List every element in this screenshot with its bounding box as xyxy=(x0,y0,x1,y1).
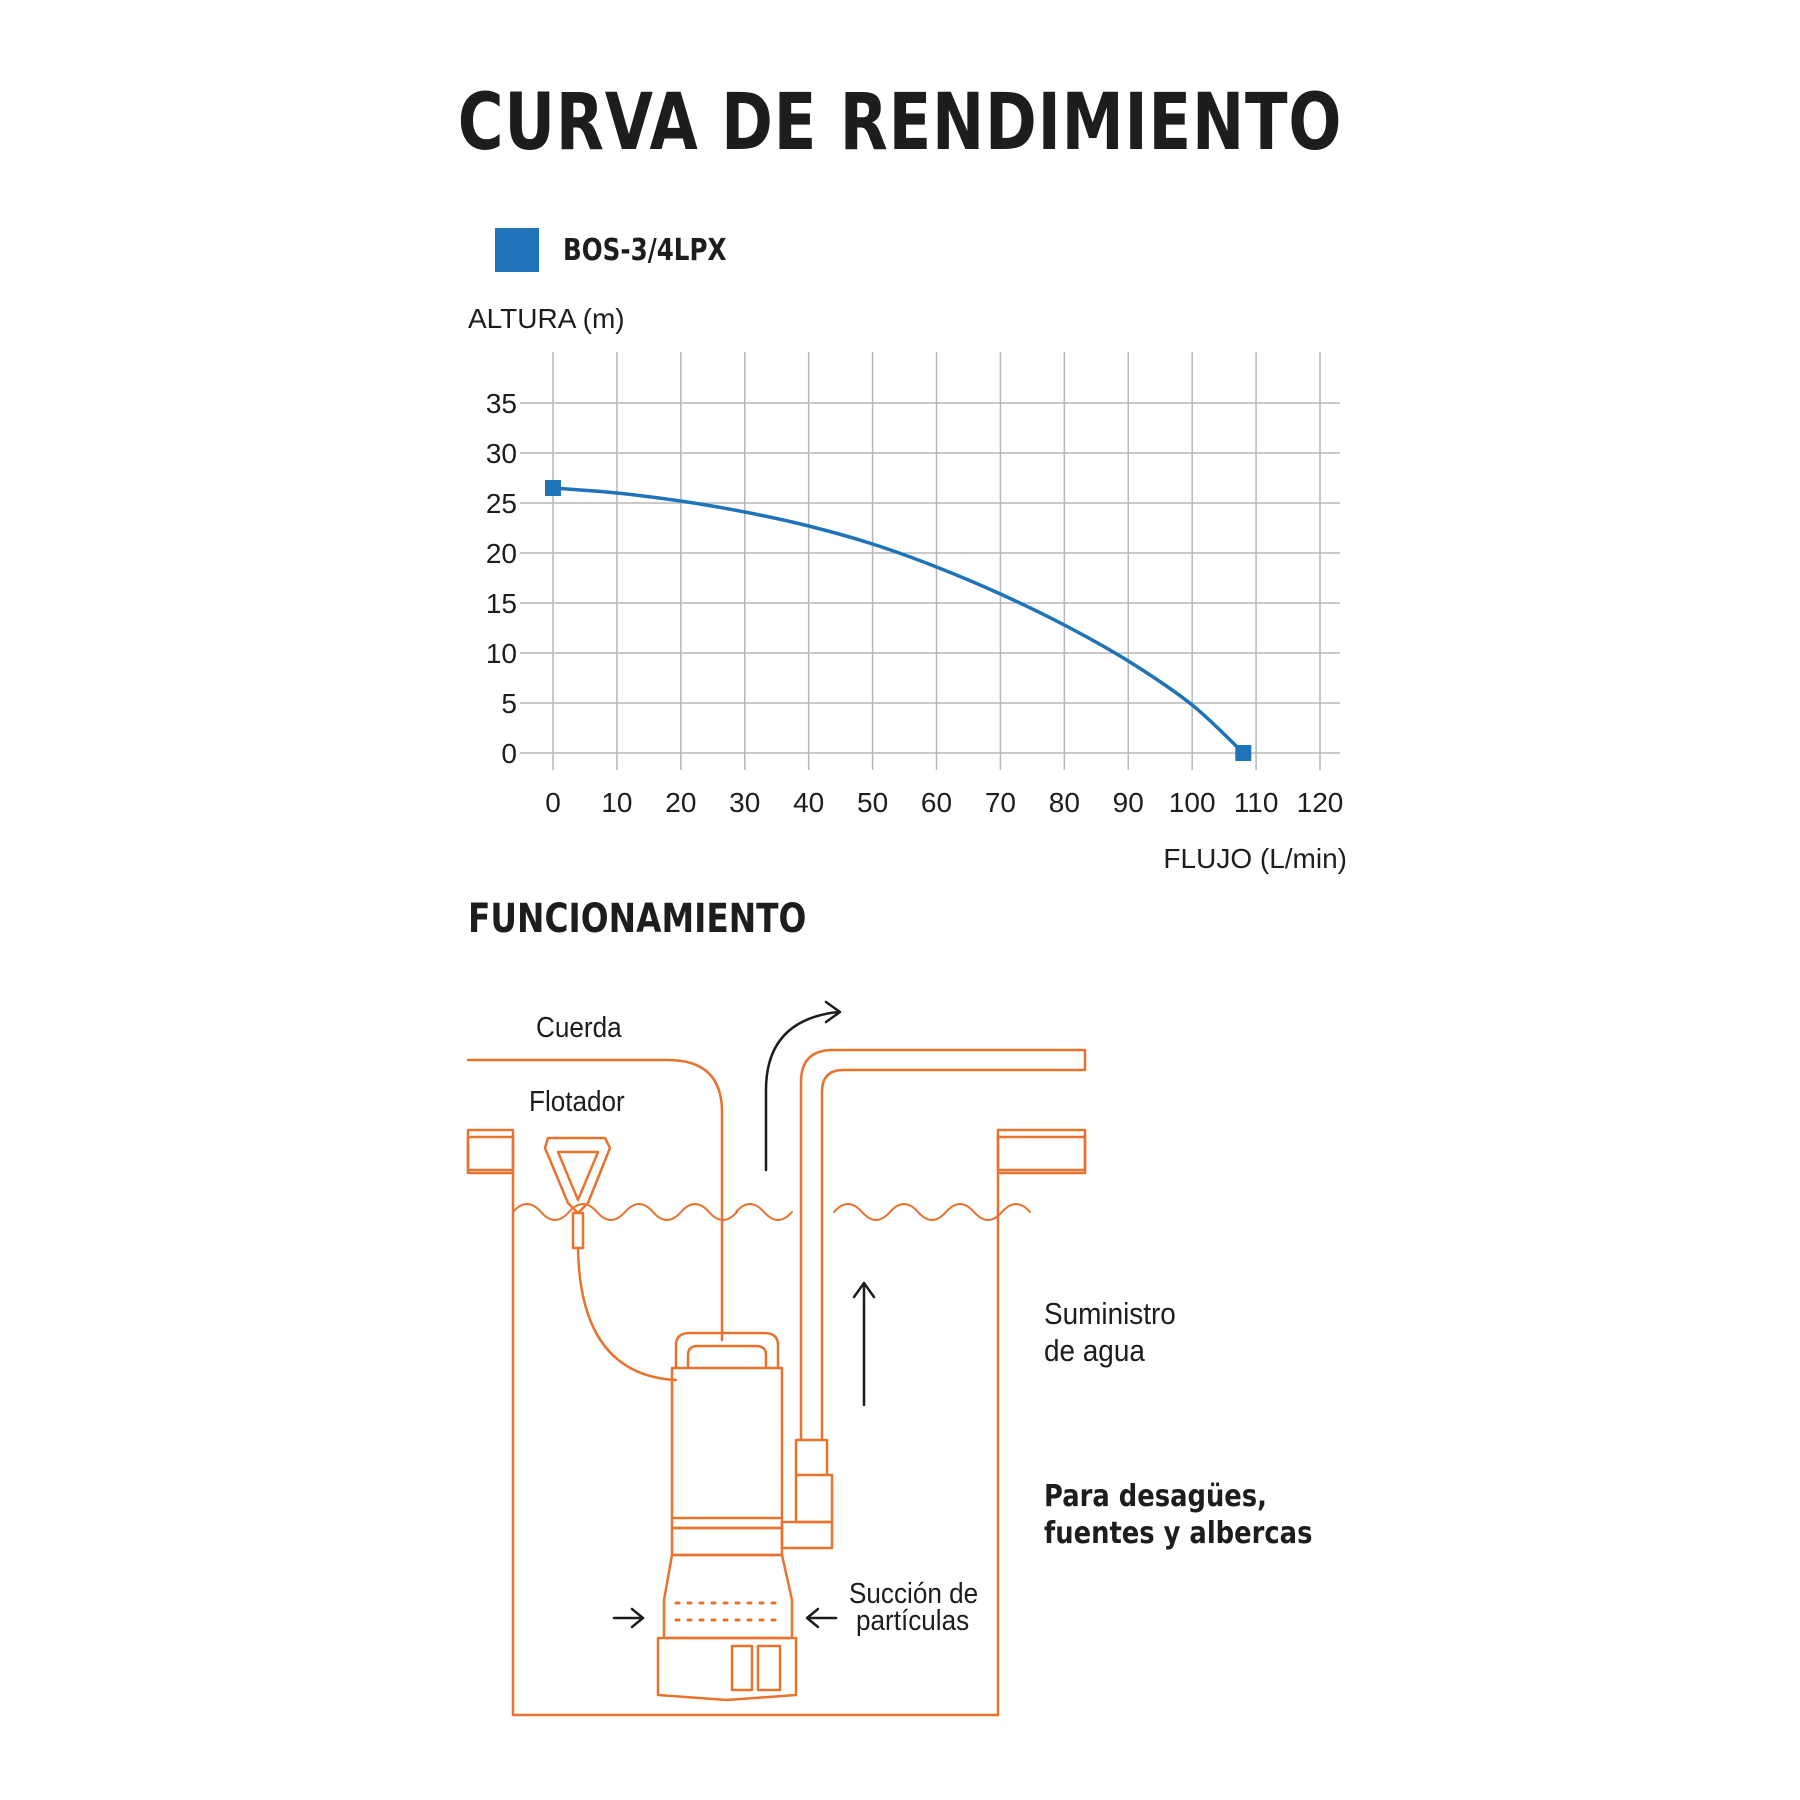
x-tick-label: 110 xyxy=(1233,787,1279,818)
y-axis-title: ALTURA (m) xyxy=(468,303,625,334)
y-tick-label: 5 xyxy=(501,688,517,719)
pipe-outlet xyxy=(782,1522,832,1548)
pump-handle-inner xyxy=(688,1346,766,1368)
section-title: FUNCIONAMIENTO xyxy=(468,896,807,942)
x-tick-label: 80 xyxy=(1048,787,1080,818)
right-suction-arrow-icon xyxy=(807,1609,836,1627)
intake-holes xyxy=(676,1603,780,1620)
series-end-marker xyxy=(1235,745,1251,761)
supply-note xyxy=(1044,1295,1176,1369)
supply-note-line1: Suministro xyxy=(1044,1296,1176,1331)
y-tick-label: 0 xyxy=(501,738,517,769)
float-label: Flotador xyxy=(529,1086,625,1118)
supply-note-line2: de agua xyxy=(1044,1333,1145,1368)
flow-arrows xyxy=(614,1002,874,1627)
series-start-marker xyxy=(545,480,561,496)
series-line xyxy=(553,488,1243,753)
y-tick-label: 20 xyxy=(485,538,517,569)
x-tick-label: 90 xyxy=(1112,787,1144,818)
y-tick-label: 35 xyxy=(485,388,517,419)
x-tick-label: 100 xyxy=(1168,787,1216,818)
y-tick-label: 25 xyxy=(485,488,517,519)
discharge-arrow-icon xyxy=(766,1002,840,1170)
suction-label-line2: partículas xyxy=(856,1605,970,1637)
x-tick-label: 30 xyxy=(729,787,761,818)
y-tick-label: 15 xyxy=(485,588,517,619)
left-suction-arrow-icon xyxy=(614,1609,643,1627)
float-stem xyxy=(573,1213,583,1248)
x-tick-label: 0 xyxy=(545,787,561,818)
x-axis-title: FLUJO (L/min) xyxy=(1163,843,1347,874)
x-tick-label: 70 xyxy=(984,787,1016,818)
pump-intake xyxy=(664,1555,792,1638)
chart-grid xyxy=(520,352,1340,770)
pump-base xyxy=(658,1638,796,1700)
chart-series xyxy=(545,480,1251,761)
x-tick-label: 40 xyxy=(793,787,825,818)
y-tick-labels xyxy=(486,388,517,769)
y-tick-label: 10 xyxy=(485,638,517,669)
x-tick-label: 120 xyxy=(1296,787,1344,818)
x-tick-label: 20 xyxy=(665,787,697,818)
pipe-connector xyxy=(796,1440,832,1522)
x-tick-label: 50 xyxy=(857,787,889,818)
x-tick-label: 60 xyxy=(920,787,953,818)
rope-label: Cuerda xyxy=(536,1012,622,1044)
legend-label: BOS-3/4LPX xyxy=(563,232,727,268)
y-tick-label: 30 xyxy=(485,438,517,469)
x-tick-label: 10 xyxy=(601,787,633,818)
suction-label-line1: Succión de xyxy=(849,1578,979,1610)
water-surface xyxy=(513,1204,1030,1220)
float-cable xyxy=(578,1248,676,1380)
tank-outline xyxy=(468,1137,1085,1715)
pump-motor xyxy=(672,1368,782,1528)
usage-note-line1: Para desagües, xyxy=(1044,1479,1267,1514)
discharge-pipe xyxy=(801,1050,1085,1440)
float-body xyxy=(545,1138,610,1213)
usage-note xyxy=(1044,1478,1312,1552)
pump-lower xyxy=(672,1528,782,1555)
pump-handle xyxy=(676,1333,778,1368)
page-title: CURVA DE RENDIMIENTO xyxy=(457,78,1343,168)
pump-diagram xyxy=(468,1050,1085,1715)
upflow-arrow-icon xyxy=(854,1283,874,1405)
usage-note-line2: fuentes y albercas xyxy=(1044,1516,1313,1551)
x-tick-labels xyxy=(545,787,1343,818)
